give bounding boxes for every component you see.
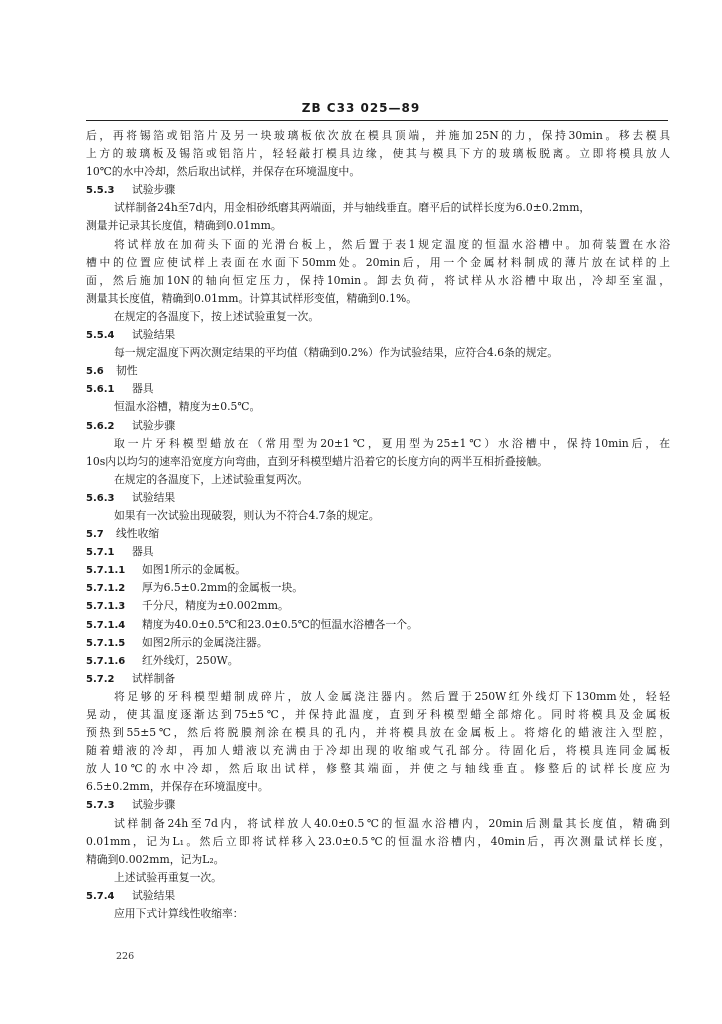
section-title: 试验结果 [132,328,176,342]
section-number: 5.7.1 [86,547,115,559]
paragraph-text: 精确到0.002mm，记为L₂。 [86,852,225,866]
paragraph-text: 放人10℃的水中冷却，然后取出试样，修整其端面，并使之与轴线垂直。修整后的试样长度应为 [86,762,670,776]
body-text-line [86,471,670,489]
section-number: 5.5.4 [86,330,115,342]
section-number: 5.7 [86,529,104,541]
paragraph-text: 10℃的水中冷却，然后取出试样，并保存在环境温度中。 [86,165,361,179]
paragraph-text: 测量其长度值，精确到0.01mm。计算其试样形变值，精确到0.1%。 [86,291,418,305]
paragraph-text: 如果有一次试验出现破裂，则认为不符合4.7条的规定。 [114,508,380,522]
paragraph-text: 上方的玻璃板及锡箔或铝箔片，轻轻敲打模具边缘，使其与模具下方的玻璃板脱离。立即将模具放人 [86,147,670,161]
section-title: 试验结果 [132,888,176,902]
section-title: 如图2所示的金属浇注器。 [142,635,268,649]
body-text-line [86,308,670,326]
section-number: 5.7.4 [86,890,115,902]
section-heading-line [86,543,670,561]
paragraph-text: 将足够的牙科模型蜡制成碎片，放人金属浇注器内。然后置于250W红外线灯下130mm处，轻轻 [114,689,670,703]
section-heading-line [86,796,670,814]
section-number: 5.6.3 [86,492,115,504]
section-title: 试验步骤 [132,798,176,812]
body-text-line [86,435,670,453]
paragraph-text: 在规定的各温度下，上述试验重复两次。 [114,472,309,486]
body-text-line [86,199,670,217]
paragraph-text: 将试样放在加荷头下面的光滑台板上，然后置于表1规定温度的恒温水浴槽中。加荷装置在水浴 [114,237,670,251]
body-text-line [86,127,670,145]
paragraph-text: 试样制备24h至7d内，将试样放人40.0±0.5℃的恒温水浴槽内，20min后测量其长度值，精确到 [114,816,670,830]
body-text-line [86,344,670,362]
paragraph-text: 0.01mm，记为L₁。然后立即将试样移入23.0±0.5℃的恒温水浴槽内，40min后，再次测量试样长度， [86,834,670,848]
section-heading-line [86,417,670,435]
section-heading-line [86,181,670,199]
body-text-line [86,742,670,760]
paragraph-text: 测量并记录其长度值，精确到0.01mm。 [86,219,282,233]
paragraph-text: 后，再将锡箔或铝箔片及另一块玻璃板依次放在模具顶端，并施加25N的力，保持30min。移去模具 [86,129,670,142]
body-text-line [86,833,670,851]
paragraph-text: 应用下式计算线性收缩率： [114,907,244,921]
section-title: 器具 [132,382,154,396]
paragraph-text: 恒温水浴槽，精度为±0.5℃。 [114,400,261,414]
section-title: 器具 [132,545,154,559]
section-title: 红外线灯，250W。 [142,653,239,667]
body-text-line [86,453,670,471]
paragraph-text: 面，然后施加10N的轴向恒定压力，保持10min。卸去负荷，将试样从水浴槽中取出，冷却至室温， [86,273,670,287]
page-number: 226 [116,951,135,962]
section-number: 5.6 [86,366,104,378]
section-heading-line [86,525,670,543]
body-text-line [86,507,670,525]
section-number: 5.5.3 [86,185,115,197]
section-number: 5.7.2 [86,673,115,685]
section-number: 5.7.1.6 [86,655,126,667]
section-heading-line [86,634,670,652]
section-heading-line [86,489,670,507]
body-text-line [86,724,670,742]
body-text-line [86,815,670,833]
standard-code-header: ZB C33 025—89 [301,101,421,115]
body-text-line [86,869,670,887]
section-heading-line [86,670,670,688]
paragraph-text: 6.5±0.2mm，并保存在环境温度中。 [86,780,269,794]
paragraph-text: 晃动，使其温度逐渐达到75±5℃，并保持此温度，直到牙科模型蜡全部熔化。同时将模具及金属板 [86,708,670,721]
section-number: 5.7.3 [86,800,115,812]
body-text-line [86,163,670,181]
body-text-line [86,217,670,235]
section-number: 5.7.1.3 [86,601,126,613]
paragraph-text: 上述试验再重复一次。 [114,870,222,884]
section-title: 试验结果 [132,490,176,504]
section-number: 5.6.2 [86,420,115,432]
paragraph-text: 随着蜡液的冷却，再加人蜡液以充满由于冷却出现的收缩或气孔部分。待固化后，将模具连同金属板 [86,744,670,758]
section-heading-line [86,561,670,579]
section-heading-line [86,326,670,344]
header-rule [86,120,668,121]
section-title: 试样制备 [132,671,176,685]
section-heading-line [86,380,670,398]
body-text-line [86,272,670,290]
body-text-line [86,851,670,869]
section-title: 千分尺，精度为±0.002mm。 [142,599,289,613]
section-title: 精度为40.0±0.5℃和23.0±0.5℃的恒温水浴槽各一个。 [142,617,418,631]
paragraph-text: 每一规定温度下两次测定结果的平均值（精确到0.2%）作为试验结果，应符合4.6条的规定。 [114,346,559,360]
section-heading-line [86,652,670,670]
paragraph-text: 10s内以均匀的速率沿宽度方向弯曲，直到牙科模型蜡片沿着它的长度方向的两半互相折叠接触。 [86,454,548,468]
section-number: 5.6.1 [86,384,115,396]
section-title: 试验步骤 [132,418,176,432]
paragraph-text: 槽中的位置应使试样上表面在水面下50mm处。20min后，用一个金属材料制成的薄片放在试样的上 [86,255,670,269]
section-heading-line [86,362,670,380]
section-heading-line [86,887,670,905]
body-text-line [86,236,670,254]
section-heading-line [86,579,670,597]
paragraph-text: 在规定的各温度下，按上述试验重复一次。 [114,309,320,323]
section-heading-line [86,616,670,634]
body-text-line [86,290,670,308]
section-number: 5.7.1.1 [86,565,126,577]
paragraph-text: 试样制备24h至7d内，用金相砂纸磨其两端面，并与轴线垂直。磨平后的试样长度为6.0±0.2mm， [114,201,591,215]
body-text-line [86,778,670,796]
section-number: 5.7.1.5 [86,637,126,649]
paragraph-text: 预热到55±5℃，然后将脱膜剂涂在模具的孔内，并将模具放在金属板上。将熔化的蜡液注入型腔， [86,726,670,740]
body-text-line [86,688,670,706]
body-text-line [86,254,670,272]
section-number: 5.7.1.4 [86,619,126,631]
document-body [86,127,670,923]
body-text-line [86,398,670,416]
body-text-line [86,706,670,724]
paragraph-text: 取一片牙科模型蜡放在（常用型为20±1℃，夏用型为25±1℃）水浴槽中，保持10min后，在 [114,436,670,450]
section-title: 如图1所示的金属板。 [142,563,247,577]
body-text-line [86,145,670,163]
section-heading-line [86,597,670,615]
section-title: 厚为6.5±0.2mm的金属板一块。 [142,581,304,595]
section-title: 线性收缩 [116,527,160,541]
body-text-line [86,905,670,923]
section-title: 韧性 [116,364,138,378]
section-title: 试验步骤 [132,183,176,197]
body-text-line [86,760,670,778]
section-number: 5.7.1.2 [86,583,126,595]
